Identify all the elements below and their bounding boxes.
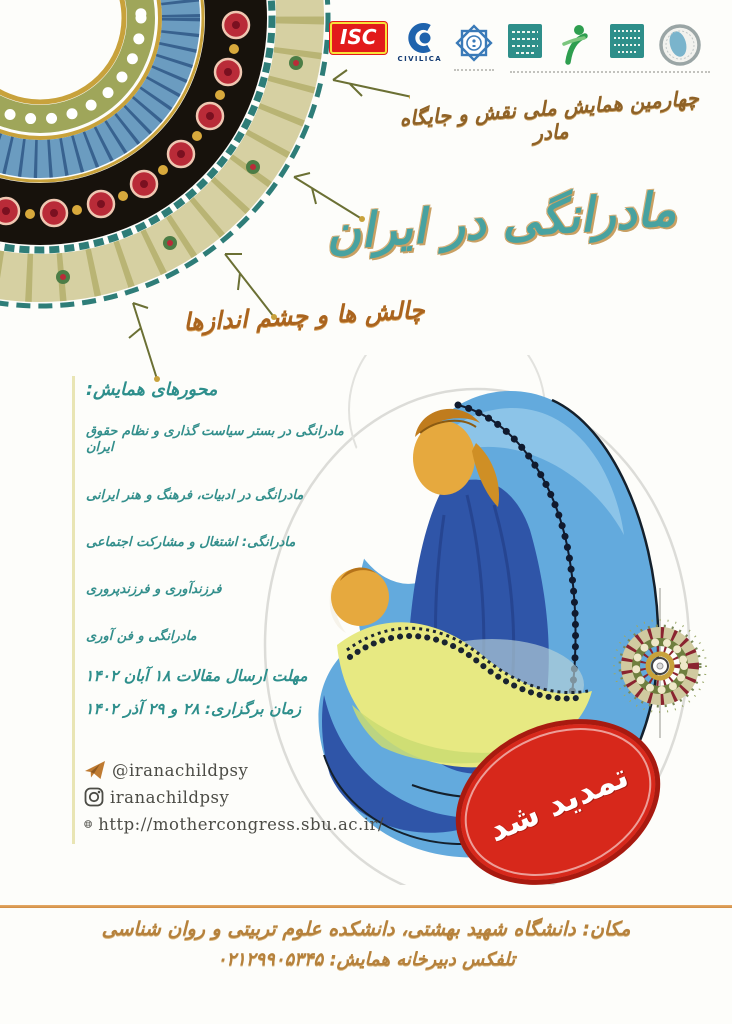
instagram-icon xyxy=(84,787,104,807)
university-seal-icon xyxy=(506,22,544,62)
papers-deadline: مهلت ارسال مقالات ۱۸ آبان ۱۴۰۲ xyxy=(85,667,308,685)
footer-block xyxy=(0,918,732,970)
congress-pre-title: چهارمین همایش ملی نقش و جایگاه مادر xyxy=(398,85,700,146)
psychology-association-star-logo xyxy=(453,22,495,71)
telegram-link[interactable] xyxy=(84,760,384,780)
telegram-icon xyxy=(84,760,106,780)
logo-caption-line xyxy=(454,69,494,71)
round-emblem-logo xyxy=(657,22,703,68)
institute-seal-icon xyxy=(608,22,646,62)
extended-stamp-label: تمدید شد xyxy=(482,755,634,849)
civilica-icon xyxy=(398,22,442,54)
topic-item: فرزندآوری و فرزندپروری xyxy=(86,582,222,597)
isc-logo-text: ISC xyxy=(330,22,387,54)
topics-heading: محورهای همایش: xyxy=(86,380,218,400)
topics-divider-line xyxy=(72,376,75,844)
partner-logos-row xyxy=(330,22,708,71)
logos-caption-line xyxy=(510,71,710,73)
topic-item: مادرانگی در ادبیات، فرهنگ و هنر ایرانی xyxy=(86,487,304,503)
civilica-logo xyxy=(398,22,443,63)
poster-subtitle: چالش ها و چشم اندازها xyxy=(182,295,426,337)
contacts-block xyxy=(84,760,384,841)
phone-text: تلفکس دبیرخانه همایش: ۰۲۱۲۹۹۰۵۳۴۵ xyxy=(216,949,516,970)
venue-text: مکان: دانشگاه شهید بهشتی، دانشکده علوم تربیتی و روان شناسی xyxy=(101,918,631,940)
globe-icon xyxy=(84,814,92,834)
instagram-link[interactable] xyxy=(84,787,384,807)
topic-item: مادرانگی و فن آوری xyxy=(86,629,197,645)
website-url: http://mothercongress.sbu.ac.ir/ xyxy=(98,814,384,834)
instagram-handle: iranachildpsy xyxy=(110,787,230,807)
isc-logo xyxy=(330,22,387,54)
dates-block xyxy=(85,660,355,725)
sport-psychology-figure-logo xyxy=(555,22,597,66)
civilica-logo-text: CIVILICA xyxy=(397,55,443,63)
topics-list xyxy=(86,380,356,677)
institute-seal-logo xyxy=(608,22,646,62)
round-emblem-icon xyxy=(657,22,703,68)
small-mandala-ornament xyxy=(605,588,715,738)
university-seal-logo xyxy=(506,22,544,62)
topic-item: مادرانگی: اشتغال و مشارکت اجتماعی xyxy=(86,534,296,550)
topic-item: مادرانگی در بستر سیاست گذاری و نظام حقوق ایران xyxy=(86,424,344,456)
event-time: زمان برگزاری: ۲۸ و ۲۹ آذر ۱۴۰۲ xyxy=(85,699,302,718)
website-link[interactable] xyxy=(84,814,384,834)
poster-main-title: مادرانگی در ایران xyxy=(324,181,678,262)
green-figure-icon xyxy=(555,22,597,66)
telegram-handle: @iranachildpsy xyxy=(112,760,249,780)
eight-point-star-icon xyxy=(453,22,495,66)
footer-divider-line xyxy=(0,905,732,908)
